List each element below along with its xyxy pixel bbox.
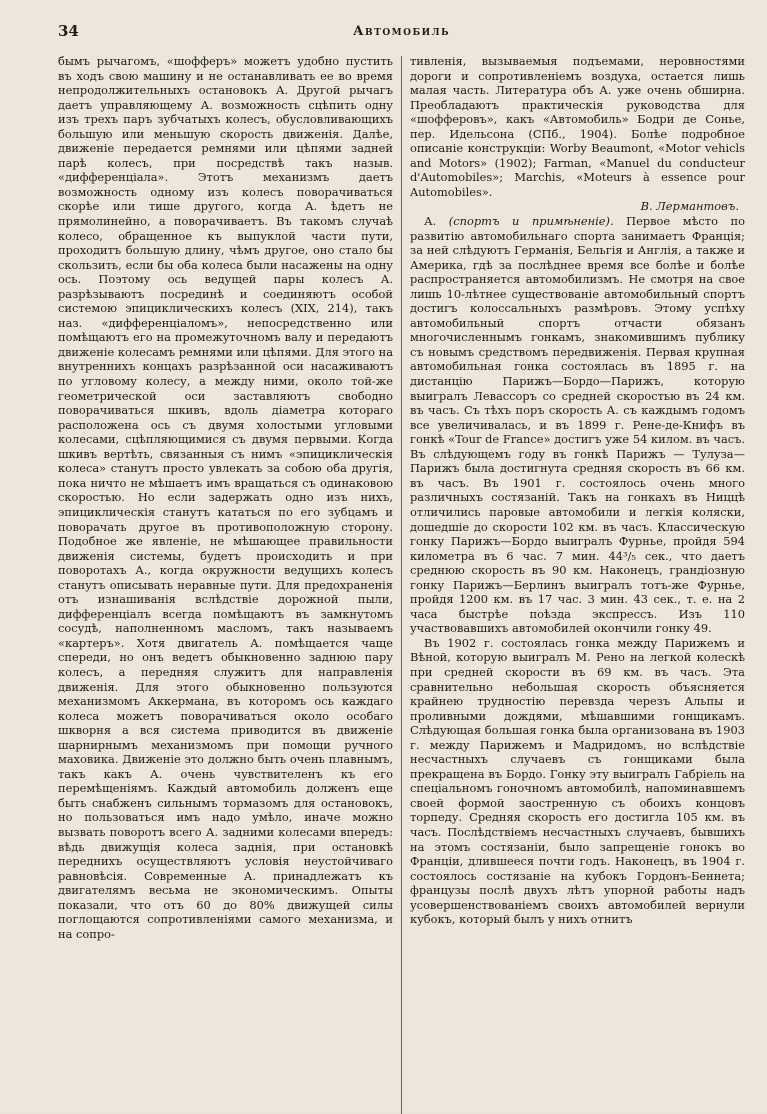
right-paragraph-3: Въ 1902 г. состоялась гонка между Парижемъ и Вѣной, которую выигралъ М. Рено на легкой колескѣ при средней скорости въ 69 км. въ часъ. Эта сравнительно небольшая скорость объясняется крайнею трудностію перевзда черезъ Альпы и проливными дождями, мѣшавшими гонщикамъ. Слѣдующая большая гонка была организована въ 1903 г. между Парижемъ и Мадридомъ, но вслѣдствіе несчастныхъ случаевъ съ гонщиками была прекращена въ Бордо. Гонку эту выигралъ Габріель на спеціальномъ гоночномъ автомобилѣ, напоминавшемъ своей формой заостренную съ обоихъ концовъ торпеду. Средняя скорость его достигла 105 км. въ часъ. Послѣдствіемъ несчастныхъ случаевъ, бывшихъ на этомъ состязаніи, было запрещеніе гонокъ во Франціи, длившееся почти годъ. Наконецъ, въ 1904 г. состоялось состязаніе на кубокъ Гордонъ-Беннета; французы послѣ двухъ лѣтъ упорной работы надъ усовершенствованіемъ своихъ автомобилей вернули кубокъ, который былъ у нихъ отнитъ [409, 635, 745, 927]
right-paragraph-2 [410, 214, 745, 636]
section-subtitle: (спортъ и примѣненіе). [448, 214, 614, 229]
author-signature: В. Лермантовъ. [640, 199, 739, 214]
section-lead: А. [423, 214, 437, 229]
page-header [58, 22, 745, 48]
right-column [410, 54, 745, 1114]
page-number: 34 [58, 22, 79, 40]
left-column-text: бымъ рычагомъ, «шофферъ» можетъ удобно пустить въ ходъ свою машину и не останавливать ее во время непродолжительныхъ остановокъ А. Другой рычагъ даетъ управляющему А. возможность сцѣпить одну изъ трехъ паръ зубчатыхъ колесъ, обусловливающихъ большую или меньшую скорость движенія. Далѣе, движеніе передается ремнями или цѣпями задней парѣ колесъ, при посредствѣ такъ назыв. «дифференціала». Этотъ механизмъ даетъ возможность одному изъ колесъ поворачиваться скорѣе или тише другого, когда А. ѣдетъ не прямолинейно, а поворачиваетъ. Въ такомъ случаѣ колесо, обращенное къ выпуклой части пути, проходитъ большую длину, чѣмъ другое, оно стало бы скользить, если бы оба колеса были насажены на одну ось. Поэтому ось ведущей пары колесъ А. разрѣзываютъ посрединѣ и соединяютъ особой системою эпициклическихъ колесъ (XIX, 214), такъ наз. «дифференціаломъ», непосредственно или помѣщаютъ его на промежуточномъ валу и передаютъ движеніе колесамъ ремнями или цѣпями. Для этого на внутреннихъ концахъ разрѣзанной оси насаживаютъ по угловому колесу, а между ними, около той-же геометрической оси заставляютъ свободно поворачиваться шкивъ, вдоль діаметра котораго расположена ось съ двумя холостыми угловыми колесами, сцѣпляющимися съ двумя первыми. Когда шкивъ вертѣть, связанныя съ нимъ «эпициклическія колеса» станутъ просто увлекать за собою оба другія, пока ничто не мѣшаетъ имъ вращаться съ одинаковою скоростью. Но если задержать одно изъ нихъ, эпициклическія станутъ кататься по его зубцамъ и поворачать другое въ противоположную сторону. Подобное же явленіе, не мѣшающее правильности движенія системы, будетъ происходить и при поворотахъ А., когда окружности ведущихъ колесъ станутъ описывать неравные пути. Для предохраненія отъ изнашиванія вслѣдствіе дорожной пыли, дифференціалъ всегда помѣщаютъ въ замкнутомъ сосудѣ, наполненномъ масломъ, такъ называемъ «картеръ». Хотя двигатель А. помѣщается чаще спереди, но онъ ведетъ обыкновенно заднюю пару колесъ, а передняя служитъ для направленія движенія. Для этого обыкновенно пользуются механизмомъ Аккермана, въ которомъ ось каждаго колеса можетъ поворачиваться около особаго шкворня а вся система приводится въ движеніе шарнирнымъ механизмомъ при помощи ручного маховика. Движеніе это должно быть очень плавнымъ, такъ какъ А. очень чувствителенъ къ его перемѣщеніямъ. Каждый автомобиль долженъ еще быть снабженъ сильнымъ тормазомъ для остановокъ, но пользоваться имъ надо умѣло, иначе можно вызвать поворотъ всего А. задними колесами впередъ: вѣдь движущія колеса заднія, при остановкѣ переднихъ осуществляютъ условія неустойчиваго равновѣсія. Современные А. принадлежатъ къ двигателямъ весьма не экономическимъ. Опыты показали, что отъ 60 до 80% движущей силы поглощаются сопротивленіями самого механизма, и на сопро- [58, 54, 393, 941]
right-paragraph-1: тивленія, вызываемыя подъемами, неровностями дороги и сопротивленіемъ воздуха, остается лишь малая часть. Литература объ А. уже очень обширна. Преобладаютъ практическія руководства для «шофферовъ», какъ «Автомобиль» Бодри де Сонье, пер. Идельсона (СПб., 1904). Болѣе подробное описаніе конструкціи: Worby Beaumont, «Motor vehicls and Motors» (1902); Farman, «Manuel du conducteur d'Automobiles»; Marchis, «Moteurs à essence pour Automobiles». [409, 54, 745, 199]
section-body: Первое мѣсто по развитію автомобильнаго спорта занимаетъ Франція; за ней слѣдуютъ Германія, Бельгія и Англія, а также и Америка, гдѣ за послѣднее время все болѣе и болѣе распространяется автомобилизмъ. Не смотря на свое лишь 10-лѣтнее существованіе автомобильный спортъ достигъ колоссальныхъ размѣровъ. Этому успѣху автомобильный спортъ отчасти обязанъ многочисленнымъ гонкамъ, знакомившимъ публику съ новымъ средствомъ передвиженія. Первая крупная автомобильная гонка состоялась въ 1895 г. на дистанцію Парижъ—Бордо—Парижъ, которую выигралъ Левассоръ со средней скоростью въ 24 км. въ часъ. Съ тѣхъ поръ скорость А. съ каждымъ годомъ все увеличивалась, и въ 1899 г. Рене-де-Книфъ въ гонкѣ «Tour de France» достигъ уже 54 килом. въ часъ. Въ слѣдующемъ году въ гонкѣ Парижъ — Тулуза—Парижъ была достигнута средняя скорость въ 66 км. въ часъ. Въ 1901 г. состоялось очень много различныхъ состязаній. Такъ на гонкахъ въ Ниццѣ отличились паровые автомобили и легкія коляски, дошедшіе до скорости 102 км. въ часъ. Классическую гонку Парижъ—Бордо выигралъ Фурнье, пройдя 594 километра въ 6 час. 7 мин. 44³/₅ сек., что даетъ среднюю скорость въ 90 км. Наконецъ, грандіозную гонку Парижъ—Берлинъ выигралъ тотъ-же Фурнье, пройдя 1200 км. въ 17 час. 3 мин. 43 сек., т. е. на 2 часа быстрѣе поѣзда экспрессъ. Изъ 110 участвовавшихъ автомобилей окончили гонку 49. [409, 214, 745, 636]
running-head: Автомобиль [352, 24, 451, 39]
column-divider [401, 56, 402, 1114]
text-columns [58, 54, 745, 1114]
left-column [58, 54, 393, 1114]
